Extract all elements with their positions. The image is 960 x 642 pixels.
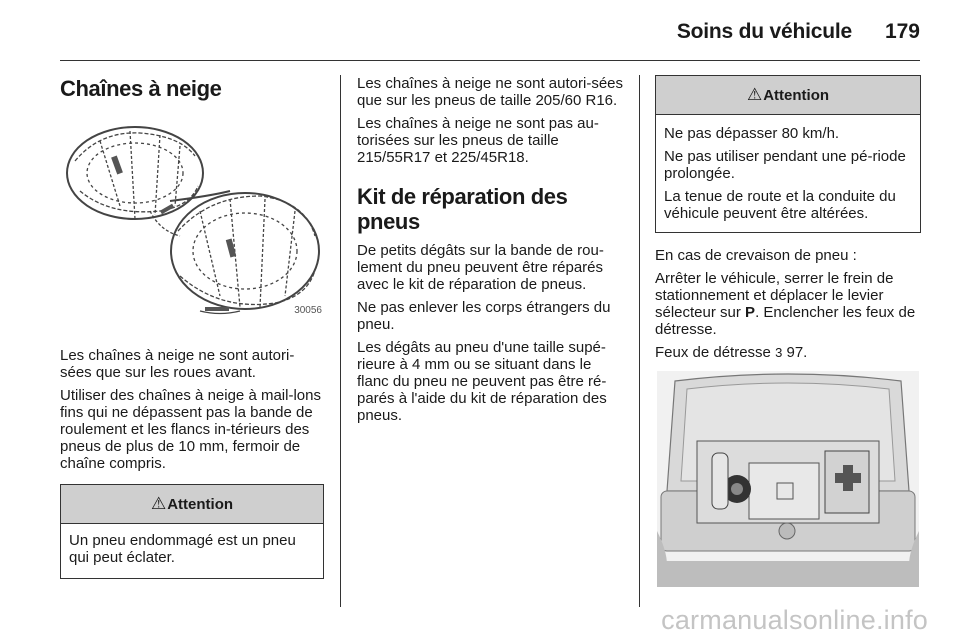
attention-text: La tenue de route et la conduite du véhicule peuvent être altérées.: [664, 188, 896, 222]
column-2: [357, 75, 625, 430]
page-header-title: Soins du véhicule: [676, 20, 852, 43]
attention-body: [656, 115, 920, 232]
page-reference: 97.: [782, 344, 808, 361]
attention-label: Attention: [763, 87, 830, 104]
snow-chains-illustration: [60, 111, 324, 325]
page-reference-arrow-icon: 3: [775, 345, 783, 360]
attention-text: Ne pas dépasser 80 km/h.: [664, 125, 840, 142]
header-divider: [60, 60, 920, 61]
page-number: 179: [884, 20, 920, 43]
attention-label: Attention: [167, 496, 234, 513]
column-divider-1: [340, 75, 341, 607]
section-heading-tyre-repair-kit: Kit de réparation des pneus: [357, 184, 568, 234]
attention-header: [61, 485, 323, 524]
paragraph: Feux de détresse 3 97.: [655, 344, 808, 361]
trunk-repair-kit-photo: [657, 371, 919, 587]
section-heading-snow-chains: Chaînes à neige: [60, 76, 222, 101]
paragraph: Utiliser des chaînes à neige à mail-lons fins qui ne dépassent pas la bande de roulement et les flancs in-térieurs des pneus de plus de 10 mm, fermoir de chaîne compris.: [60, 387, 321, 472]
attention-body: [61, 524, 323, 578]
paragraph: Les dégâts au pneu d'une taille supé-rieure à 4 mm ou se situant dans le flanc du pneu ne peuvent pas être ré-parés à l'aide du kit de réparation des pneus.: [357, 339, 607, 424]
attention-text: Ne pas utiliser pendant une pé-riode prolongée.: [664, 148, 906, 182]
paragraph: Les chaînes à neige ne sont autori-sées que sur les pneus de taille 205/60 R16.: [357, 75, 624, 109]
column-3: [655, 75, 921, 587]
attention-box: [60, 484, 324, 579]
warning-icon: ⚠: [150, 494, 167, 513]
attention-text: Un pneu endommagé est un pneu qui peut éclater.: [69, 532, 296, 566]
attention-box: [655, 75, 921, 233]
paragraph: En cas de crevaison de pneu :: [655, 247, 857, 264]
figure-number: 30056: [294, 305, 322, 316]
selector-position-p: P: [745, 304, 756, 321]
snow-chains-drawing: [60, 111, 324, 325]
paragraph: Arrêter le véhicule, serrer le frein de stationnement et déplacer le levier sélecteur sur P. Enclencher les feux de détresse.: [655, 270, 916, 338]
column-1: [60, 70, 324, 579]
paragraph: De petits dégâts sur la bande de rou-lement du pneu peuvent être réparés avec le kit de réparation de pneus.: [357, 242, 604, 293]
paragraph: Ne pas enlever les corps étrangers du pneu.: [357, 299, 611, 333]
column-divider-2: [639, 75, 640, 607]
watermark: carmanualsonline.info: [661, 605, 928, 635]
attention-header: [656, 76, 920, 115]
warning-icon: ⚠: [746, 85, 763, 104]
paragraph: Les chaînes à neige ne sont autori-sées que sur les roues avant.: [60, 347, 295, 381]
paragraph: Les chaînes à neige ne sont pas au-torisées sur les pneus de taille 215/55R17 et 225/45R18.: [357, 115, 599, 166]
trunk-photo-drawing: [657, 371, 919, 587]
